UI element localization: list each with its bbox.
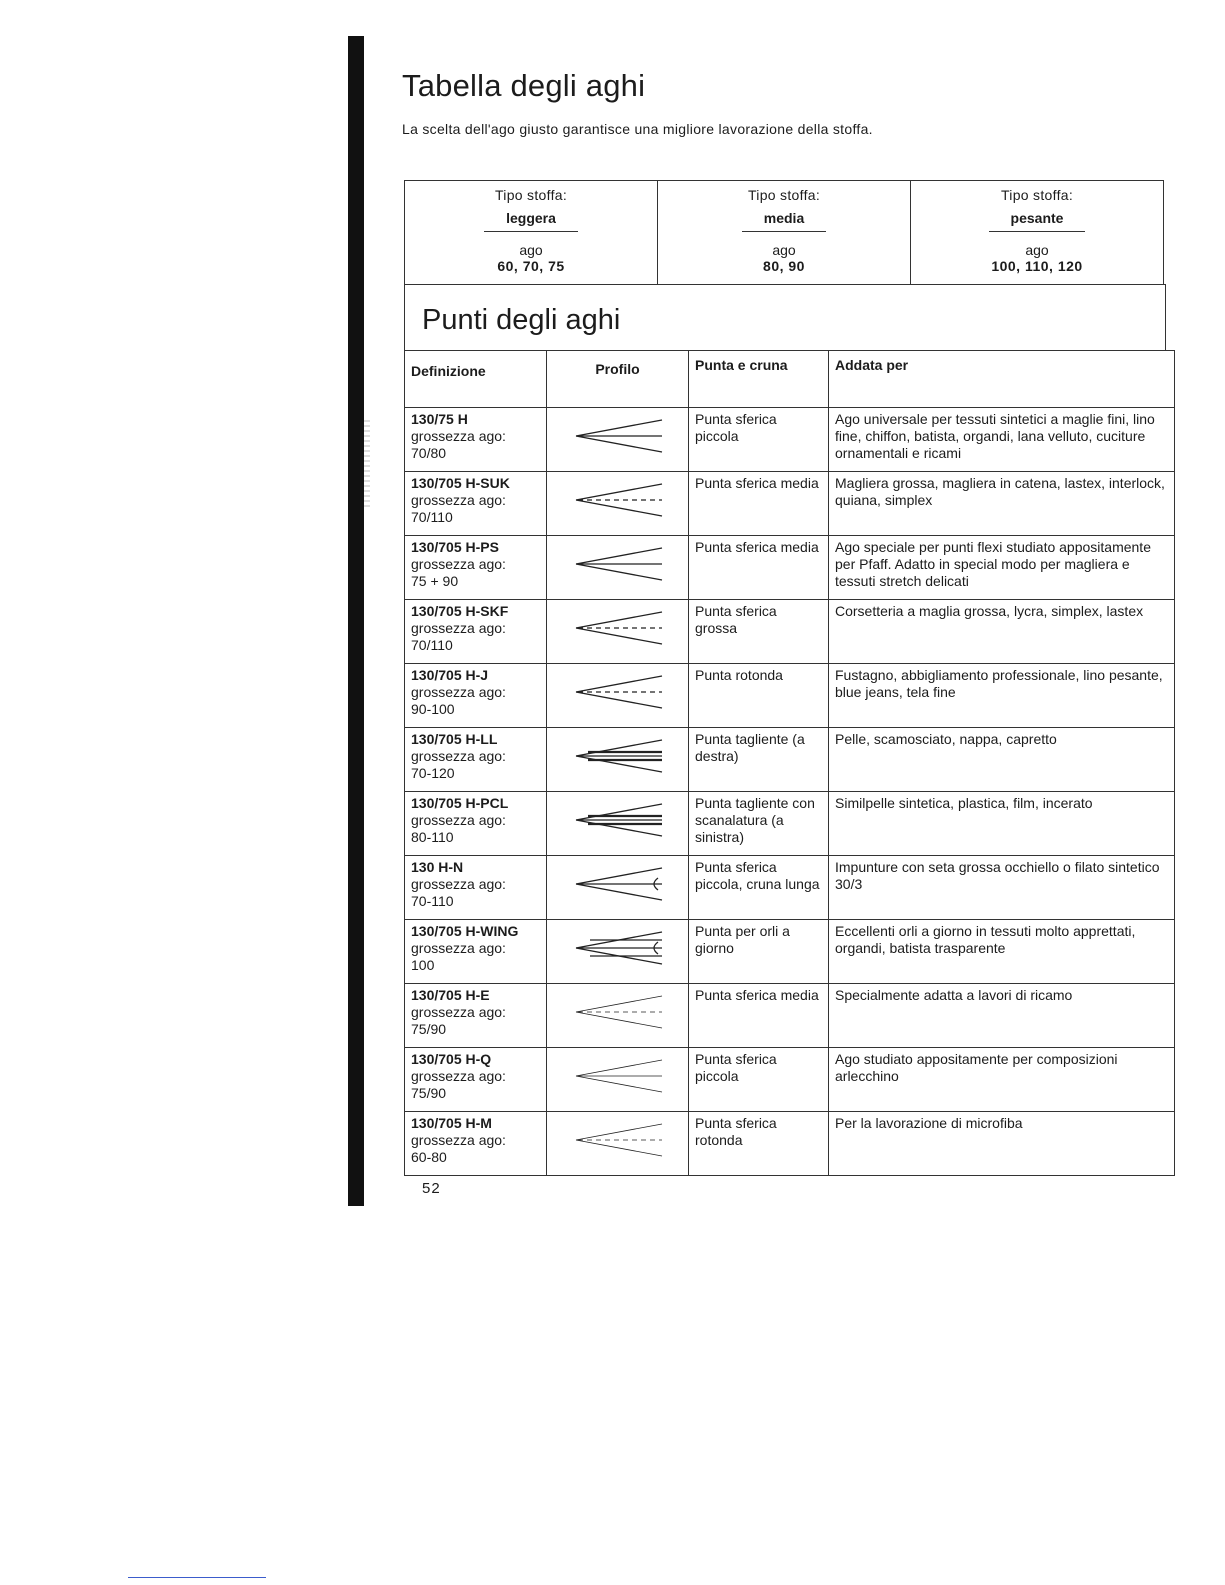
needle-code: 130/75 H	[411, 411, 468, 427]
fabric-type-label: Tipo stoffa:	[1000, 187, 1074, 203]
needle-code: 130/705 H-M	[411, 1115, 492, 1131]
page-number: 52	[422, 1180, 441, 1197]
needle-microfiber-icon	[570, 1118, 666, 1162]
needle-code: 130 H-N	[411, 859, 464, 875]
section-title: Punti degli aghi	[422, 304, 621, 336]
needle-size-label: grossezza ago:	[411, 1068, 506, 1084]
needle-size-label: grossezza ago:	[411, 556, 506, 572]
needle-use: Per la lavorazione di microfiba	[829, 1112, 1175, 1176]
page-title: Tabella degli aghi	[402, 68, 646, 103]
needle-profile	[547, 984, 689, 1048]
needle-code: 130/705 H-J	[411, 667, 489, 683]
needle-profile	[547, 728, 689, 792]
needle-size: 70/110	[411, 637, 453, 653]
needle-definition	[405, 664, 547, 728]
needle-use: Ago universale per tessuti sintetici a maglie fini, lino fine, chiffon, batista, organdi, lana velluto, cuciture ornamentali e ricami	[829, 408, 1175, 472]
needle-use: Ago studiato appositamente per composizioni arlecchino	[829, 1048, 1175, 1112]
needle-point: Punta sferica piccola	[689, 1048, 829, 1112]
needle-label: ago	[772, 242, 796, 258]
needle-label: ago	[1025, 242, 1049, 258]
needle-quilting-icon	[570, 1054, 666, 1098]
needle-sizes: 100, 110, 120	[991, 258, 1083, 274]
needle-code: 130/705 H-SKF	[411, 603, 509, 619]
needle-size: 70-120	[411, 765, 455, 781]
needle-sizes: 60, 70, 75	[497, 258, 565, 274]
needle-wing-icon	[570, 926, 666, 970]
needle-definition	[405, 856, 547, 920]
needle-code: 130/705 H-PS	[411, 539, 499, 555]
column-header-definition: Definizione	[405, 351, 547, 408]
footer-link-rule	[128, 1577, 266, 1578]
scan-shadow	[364, 420, 370, 510]
needle-sizes: 80, 90	[763, 258, 805, 274]
needle-size: 70-110	[411, 893, 454, 909]
needle-definition	[405, 728, 547, 792]
needle-size-label: grossezza ago:	[411, 1132, 506, 1148]
column-header-point: Punta e cruna	[689, 351, 829, 408]
needle-size: 70/110	[411, 509, 453, 525]
needle-use: Impunture con seta grossa occhiello o filato sintetico 30/3	[829, 856, 1175, 920]
needle-profile	[547, 600, 689, 664]
needle-profile	[547, 472, 689, 536]
table-row	[405, 728, 1175, 792]
needle-definition	[405, 792, 547, 856]
fabric-heavy	[911, 181, 1163, 284]
needle-point: Punta per orli a giorno	[689, 920, 829, 984]
needle-definition	[405, 536, 547, 600]
needle-stretch-point-icon	[570, 542, 666, 586]
needle-point: Punta sferica media	[689, 984, 829, 1048]
table-row	[405, 664, 1175, 728]
needle-code: 130/705 H-PCL	[411, 795, 509, 811]
needle-points-table	[404, 350, 1175, 1176]
needle-profile	[547, 856, 689, 920]
needle-profile	[547, 1048, 689, 1112]
needle-round-point-icon	[570, 670, 666, 714]
needle-small-ball-point-icon	[570, 414, 666, 458]
needle-size-label: grossezza ago:	[411, 1004, 506, 1020]
needle-definition	[405, 1112, 547, 1176]
needle-use: Corsetteria a maglia grossa, lycra, simplex, lastex	[829, 600, 1175, 664]
table-row	[405, 920, 1175, 984]
needle-point: Punta sferica piccola, cruna lunga	[689, 856, 829, 920]
table-row	[405, 408, 1175, 472]
needle-size-label: grossezza ago:	[411, 812, 506, 828]
needle-size-label: grossezza ago:	[411, 684, 506, 700]
needle-definition	[405, 984, 547, 1048]
needle-definition	[405, 600, 547, 664]
needle-code: 130/705 H-SUK	[411, 475, 510, 491]
fabric-weight: media	[742, 210, 826, 232]
needle-size: 75/90	[411, 1021, 447, 1037]
needle-size: 60-80	[411, 1149, 447, 1165]
table-row	[405, 600, 1175, 664]
needle-cutting-point-right-icon	[570, 734, 666, 778]
needle-profile	[547, 1112, 689, 1176]
needle-size-label: grossezza ago:	[411, 492, 506, 508]
needle-profile	[547, 536, 689, 600]
table-row	[405, 856, 1175, 920]
needle-size: 75 + 90	[411, 573, 459, 589]
table-row	[405, 536, 1175, 600]
table-row	[405, 1048, 1175, 1112]
needle-definition	[405, 472, 547, 536]
needle-use: Ago speciale per punti flexi studiato appositamente per Pfaff. Adatto in special modo per magliera e tessuti stretch delicati	[829, 536, 1175, 600]
needle-profile	[547, 408, 689, 472]
needle-size: 100	[411, 957, 435, 973]
fabric-light	[405, 181, 658, 284]
column-header-profile: Profilo	[547, 351, 689, 408]
needle-embroidery-icon	[570, 990, 666, 1034]
needle-long-eye-icon	[570, 862, 666, 906]
needle-use: Pelle, scamosciato, nappa, capretto	[829, 728, 1175, 792]
needle-use: Similpelle sintetica, plastica, film, incerato	[829, 792, 1175, 856]
needle-code: 130/705 H-E	[411, 987, 490, 1003]
needle-use: Specialmente adatta a lavori di ricamo	[829, 984, 1175, 1048]
needle-definition	[405, 1048, 547, 1112]
needle-size-label: grossezza ago:	[411, 748, 506, 764]
needle-large-ball-point-icon	[570, 606, 666, 650]
needle-profile	[547, 664, 689, 728]
needle-label: ago	[519, 242, 543, 258]
needle-point: Punta sferica piccola	[689, 408, 829, 472]
fabric-type-table	[404, 180, 1164, 284]
table-row	[405, 472, 1175, 536]
needle-size: 90-100	[411, 701, 455, 717]
table-row	[405, 792, 1175, 856]
needle-profile	[547, 920, 689, 984]
needle-profile	[547, 792, 689, 856]
needle-code: 130/705 H-WING	[411, 923, 519, 939]
needle-point: Punta sferica media	[689, 536, 829, 600]
needle-point: Punta rotonda	[689, 664, 829, 728]
table-header-row	[405, 351, 1175, 408]
needle-size: 80-110	[411, 829, 454, 845]
fabric-weight: leggera	[484, 210, 578, 232]
needle-use: Eccellenti orli a giorno in tessuti molto apprettati, organdi, batista trasparente	[829, 920, 1175, 984]
needle-code: 130/705 H-LL	[411, 731, 498, 747]
intro-text: La scelta dell'ago giusto garantisce una migliore lavorazione della stoffa.	[402, 121, 873, 137]
fabric-type-label: Tipo stoffa:	[494, 187, 568, 203]
needle-medium-ball-point-icon	[570, 478, 666, 522]
needle-size-label: grossezza ago:	[411, 940, 506, 956]
needle-cutting-point-left-icon	[570, 798, 666, 842]
needle-point: Punta sferica media	[689, 472, 829, 536]
needle-use: Fustagno, abbigliamento professionale, lino pesante, blue jeans, tela fine	[829, 664, 1175, 728]
fabric-type-label: Tipo stoffa:	[747, 187, 821, 203]
needle-size-label: grossezza ago:	[411, 620, 506, 636]
needle-definition	[405, 920, 547, 984]
needle-size: 70/80	[411, 445, 447, 461]
fabric-medium	[658, 181, 911, 284]
needle-point: Punta tagliente (a destra)	[689, 728, 829, 792]
needle-size-label: grossezza ago:	[411, 428, 506, 444]
table-row	[405, 984, 1175, 1048]
fabric-weight: pesante	[989, 210, 1086, 232]
needle-use: Magliera grossa, magliera in catena, lastex, interlock, quiana, simplex	[829, 472, 1175, 536]
needle-size-label: grossezza ago:	[411, 876, 506, 892]
needle-point: Punta sferica grossa	[689, 600, 829, 664]
needle-code: 130/705 H-Q	[411, 1051, 492, 1067]
needle-size: 75/90	[411, 1085, 447, 1101]
needle-point: Punta tagliente con scanalatura (a sinistra)	[689, 792, 829, 856]
table-row	[405, 1112, 1175, 1176]
needle-definition	[405, 408, 547, 472]
binding-edge	[348, 36, 364, 1206]
column-header-use: Addata per	[829, 351, 1175, 408]
needle-point: Punta sferica rotonda	[689, 1112, 829, 1176]
